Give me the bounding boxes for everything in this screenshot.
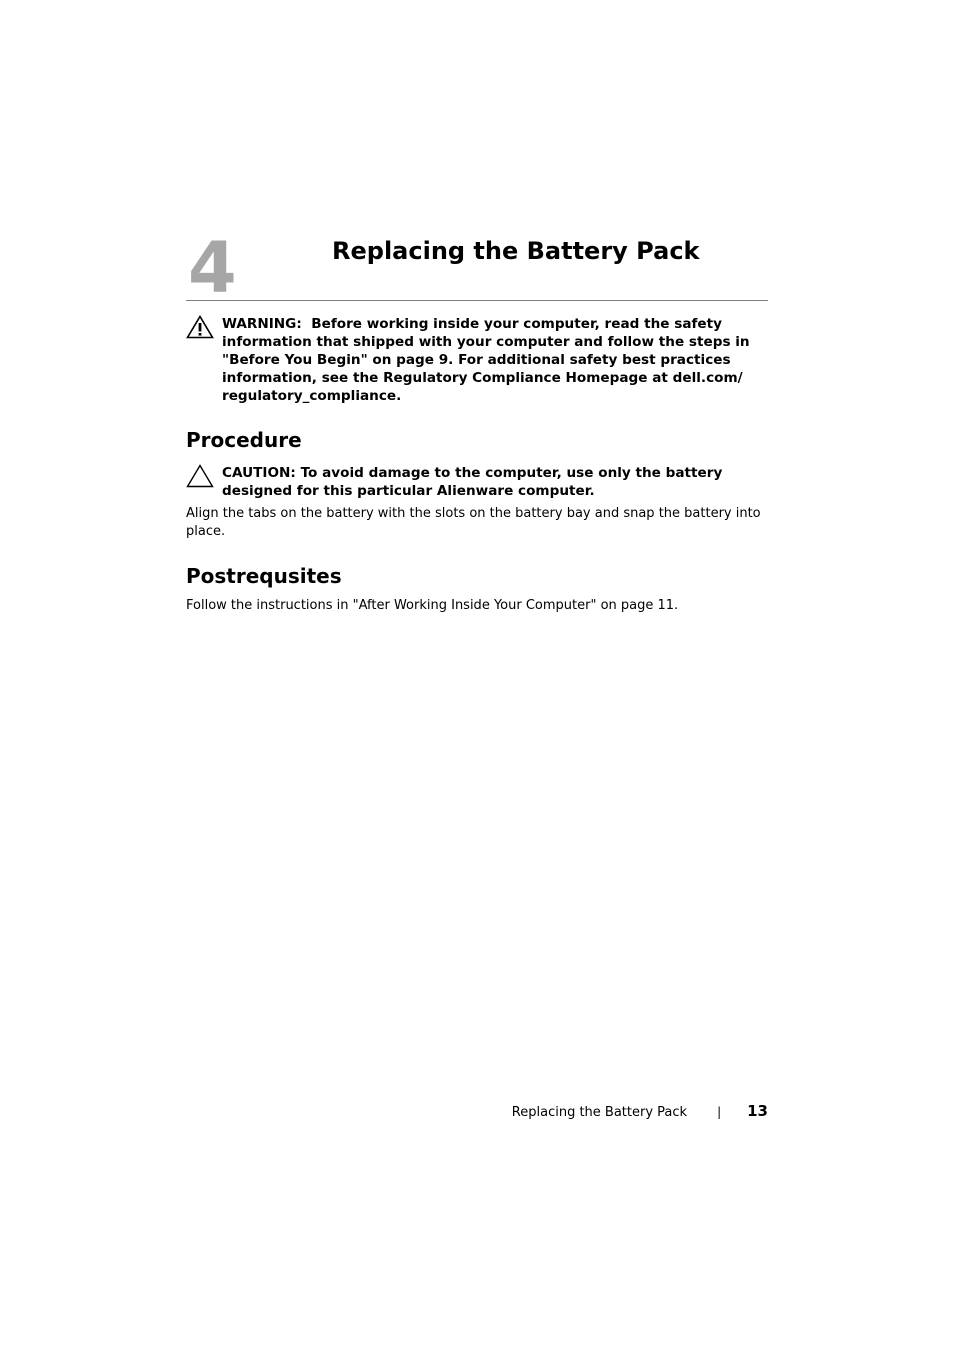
caution-notice <box>186 464 768 500</box>
footer-page-number: 13 <box>747 1102 768 1120</box>
warning-icon <box>186 315 214 339</box>
postrequisites-body: Follow the instructions in "After Working Inside Your Computer" on page 11. <box>186 598 679 613</box>
page-footer <box>512 1101 768 1123</box>
procedure-body: Align the tabs on the battery with the slots on the battery bay and snap the battery into place. <box>186 506 761 539</box>
caution-icon <box>186 464 214 488</box>
warning-text: Before working inside your computer, read the safety information that shipped with your computer and follow the steps in "Before You Begin" on page 9. For additional safety best practices information, see the Regulatory Compliance Homepage at dell.com/ regulatory_compliance. <box>222 316 750 404</box>
warning-text-block <box>222 315 768 405</box>
footer-separator: | <box>717 1105 722 1119</box>
warning-notice <box>186 315 768 405</box>
chapter-title: Replacing the Battery Pack <box>332 237 700 265</box>
caution-label: CAUTION: <box>222 465 296 481</box>
procedure-heading: Procedure <box>186 428 302 452</box>
postrequisites-heading: Postrequsites <box>186 564 342 588</box>
chapter-number: 4 <box>188 227 235 309</box>
caution-text-block <box>222 464 768 500</box>
title-rule <box>186 300 768 301</box>
footer-running-title: Replacing the Battery Pack <box>511 1105 688 1120</box>
warning-label: WARNING: <box>222 316 302 332</box>
caution-text: To avoid damage to the computer, use only the battery designed for this particular Alienware computer. <box>222 465 723 499</box>
